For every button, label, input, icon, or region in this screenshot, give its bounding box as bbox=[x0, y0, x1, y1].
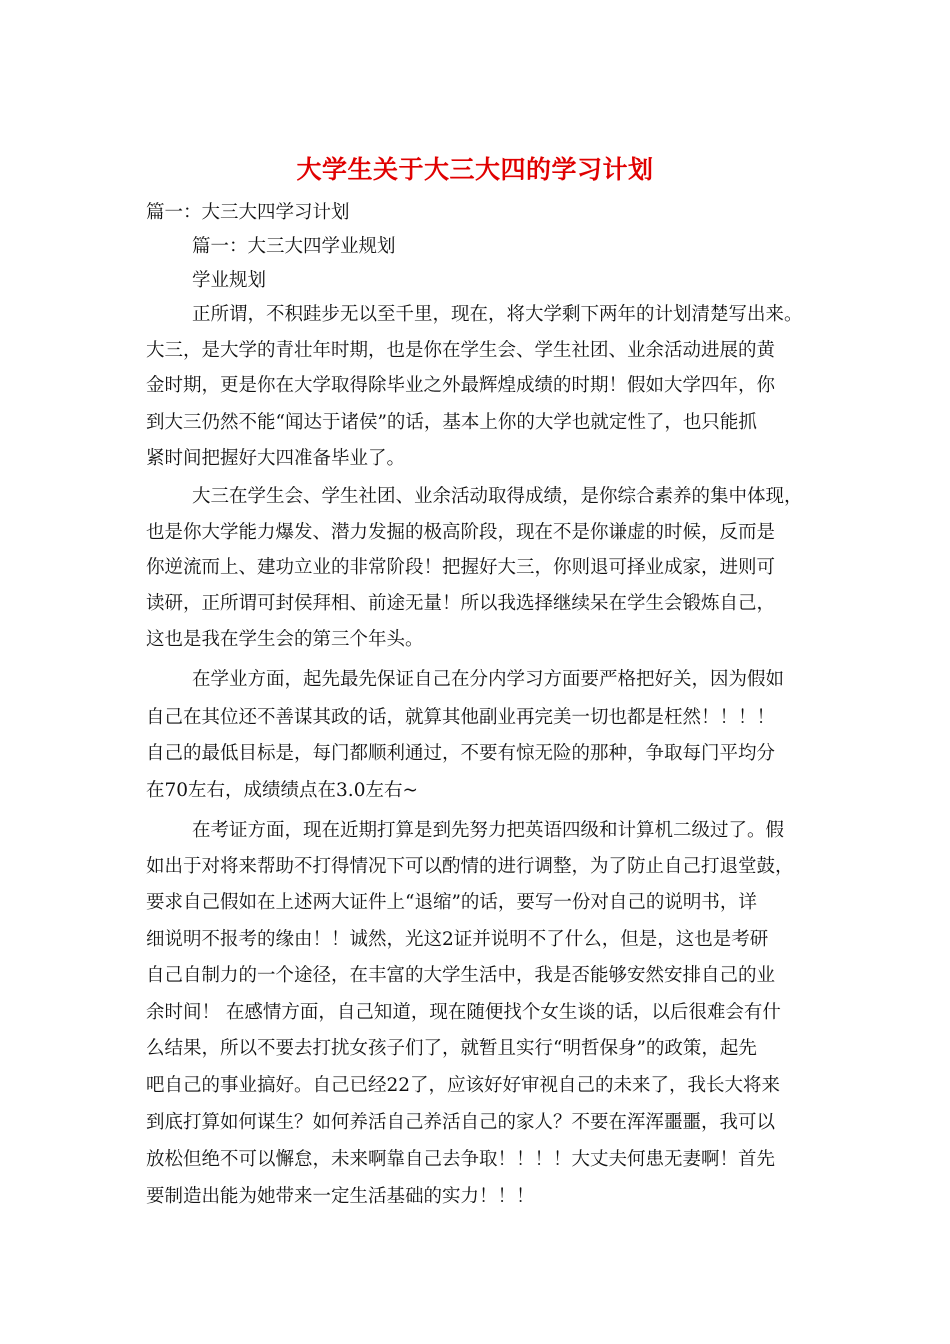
paragraph-line: 么结果，所以不要去打扰女孩子们了，就暂且实行“明哲保身”的政策，起先 bbox=[146, 1038, 757, 1059]
paragraph-line: 在70左右，成绩绩点在3.0左右~ bbox=[146, 780, 418, 801]
subsection-heading: 篇一：大三大四学业规划 bbox=[192, 236, 396, 257]
paragraph-line: 在学业方面，起先最先保证自己在分内学习方面要严格把好关，因为假如 bbox=[192, 669, 785, 690]
paragraph-line: 在考证方面，现在近期打算是到先努力把英语四级和计算机二级过了。假 bbox=[192, 820, 785, 841]
section-heading: 篇一：大三大四学习计划 bbox=[146, 202, 350, 223]
paragraph-line: 自己自制力的一个途径，在丰富的大学生活中，我是否能够安然安排自己的业 bbox=[146, 965, 776, 986]
paragraph-line: 自己的最低目标是，每门都顺利通过，不要有惊无险的那种，争取每门平均分 bbox=[146, 743, 776, 764]
paragraph-line: 大三在学生会、学生社团、业余活动取得成绩，是你综合素养的集中体现， bbox=[192, 486, 803, 507]
paragraph-line: 自己在其位还不善谋其政的话，就算其他副业再完美一切也都是枉然！！！！ bbox=[146, 707, 776, 728]
paragraph-line: 读研，正所谓可封侯拜相、前途无量！所以我选择继续呆在学生会锻炼自己， bbox=[146, 593, 776, 614]
paragraph-line: 吧自己的事业搞好。自己已经22了，应该好好审视自己的未来了，我长大将来 bbox=[146, 1075, 781, 1096]
paragraph-line: 如出于对将来帮助不打得情况下可以酌情的进行调整，为了防止自己打退堂鼓， bbox=[146, 856, 794, 877]
paragraph-line: 你逆流而上、建功立业的非常阶段！把握好大三，你则退可择业成家，进则可 bbox=[146, 557, 776, 578]
paragraph-line: 也是你大学能力爆发、潜力发掘的极高阶段，现在不是你谦虚的时候，反而是 bbox=[146, 522, 776, 543]
paragraph-line: 正所谓，不积跬步无以至千里，现在，将大学剩下两年的计划清楚写出来。 bbox=[192, 304, 803, 325]
subsection-label: 学业规划 bbox=[192, 270, 267, 291]
paragraph-line: 放松但绝不可以懈怠，未来啊靠自己去争取！！！！大丈夫何患无妻啊！首先 bbox=[146, 1149, 776, 1170]
paragraph-line: 这也是我在学生会的第三个年头。 bbox=[146, 629, 424, 650]
paragraph-line: 到大三仍然不能“闻达于诸侯”的话，基本上你的大学也就定性了，也只能抓 bbox=[146, 412, 757, 433]
paragraph-line: 金时期，更是你在大学取得除毕业之外最辉煌成绩的时期！假如大学四年，你 bbox=[146, 375, 776, 396]
paragraph-line: 要制造出能为她带来一定生活基础的实力！！！ bbox=[146, 1186, 535, 1207]
paragraph-line: 要求自己假如在上述两大证件上“退缩”的话，要写一份对自己的说明书，详 bbox=[146, 892, 757, 913]
paragraph-line: 到底打算如何谋生？如何养活自己养活自己的家人？不要在浑浑噩噩，我可以 bbox=[146, 1112, 776, 1133]
paragraph-line: 余时间！ 在感情方面，自己知道，现在随便找个女生谈的话，以后很难会有什 bbox=[146, 1002, 781, 1023]
paragraph-line: 细说明不报考的缘由！！诚然，光这2证并说明不了什么，但是，这也是考研 bbox=[146, 929, 769, 950]
document-title: 大学生关于大三大四的学习计划 bbox=[296, 155, 654, 184]
paragraph-line: 大三，是大学的青壮年时期，也是你在学生会、学生社团、业余活动进展的黄 bbox=[146, 340, 776, 361]
paragraph-line: 紧时间把握好大四准备毕业了。 bbox=[146, 448, 406, 469]
